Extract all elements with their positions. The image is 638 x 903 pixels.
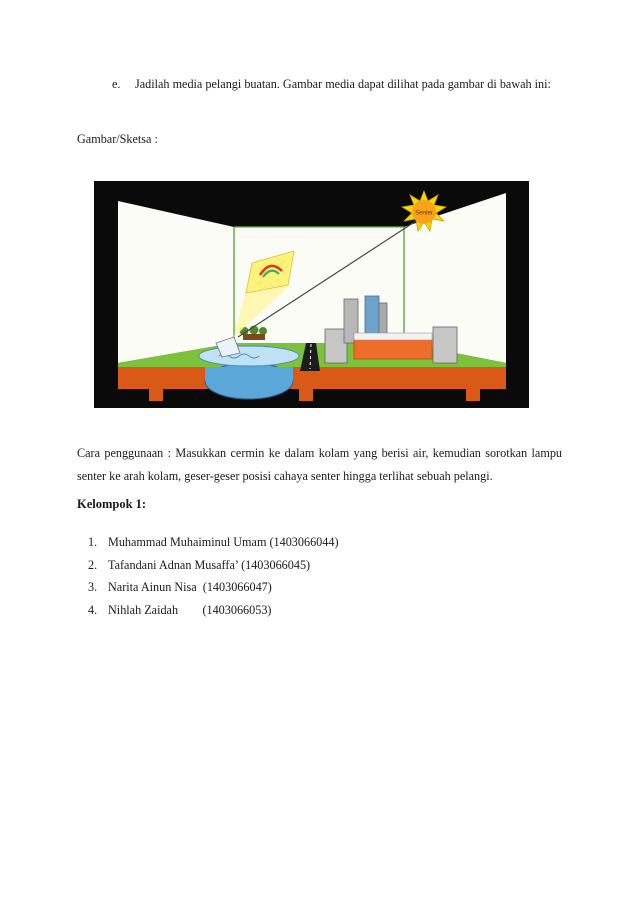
tree-trunks [243,334,265,340]
orange-building [354,339,432,359]
list-marker: e. [112,77,121,91]
list-item-e [112,73,562,96]
pool-side [205,367,293,381]
usage-text: Masukkan cermin ke dalam kolam yang berisi air, kemudian sorotkan lampu senter ke arah kolam, geser-geser posisi cahaya senter hingga terlihat sebuah pelangi. [77,446,563,483]
usage-paragraph [77,442,562,488]
building-right [433,327,457,363]
group-title: Kelompok 1: [77,497,147,511]
sketch-label: Gambar/Sketsa : [77,132,158,146]
member-item: 1. Muhammad Muhaiminul Umam (1403066044) [88,535,339,549]
member-item: 2. Tafandani Adnan Musaffa’ (1403066045) [88,557,311,572]
orange-building-roof [354,333,432,340]
ground-leg-mid [299,387,313,401]
list-item-text: Jadilah media pelangi buatan. Gambar media dapat dilihat pada gambar di bawah ini: [135,77,551,91]
sun-label: Senter [415,210,433,217]
tree-crown-3 [259,327,267,335]
rainbow-media-illustration [94,181,529,408]
member-list [88,531,339,621]
member-item: 4. Nihlah Zaidah (1403066053) [88,602,272,617]
left-wall [118,201,234,363]
ground-leg-right [466,387,480,401]
usage-label: Cara penggunaan : [77,446,171,460]
ground-leg-left [149,387,163,401]
member-item: 3. Narita Ainun Nisa (1403066047) [88,580,272,594]
